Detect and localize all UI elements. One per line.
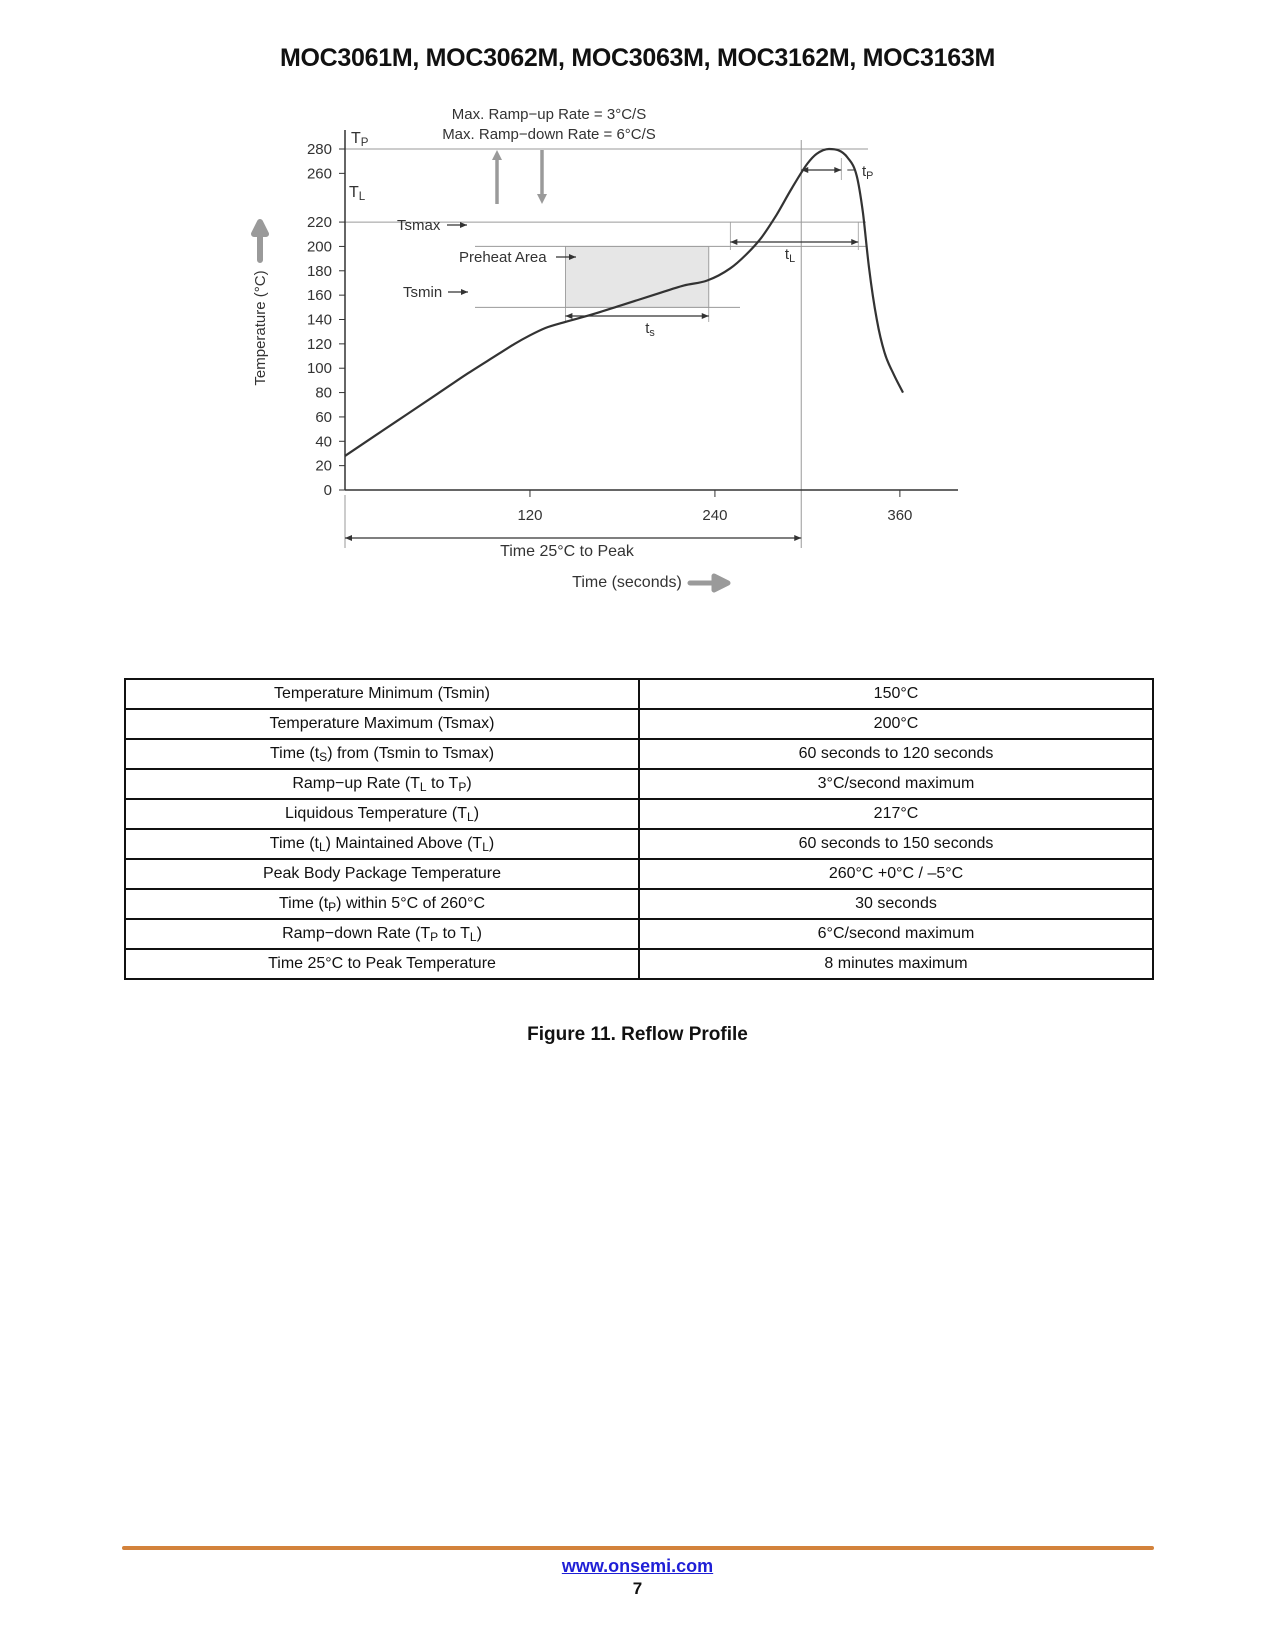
y-tick-label: 220 bbox=[306, 214, 332, 232]
tsmax-pointer-head bbox=[460, 222, 467, 228]
parameter-text: ) Maintained Above (T bbox=[325, 834, 483, 852]
reflow-profile-chart bbox=[250, 100, 1010, 620]
parameter-cell bbox=[125, 679, 639, 709]
parameter-text: ) within 5°C of 260°C bbox=[336, 894, 486, 912]
footer-website-link[interactable]: www.onsemi.com bbox=[561, 1556, 714, 1576]
subscript: S bbox=[319, 749, 328, 764]
parameter-text: Ramp−down Rate (T bbox=[282, 924, 431, 942]
ts-arrow-head-right bbox=[702, 313, 709, 319]
y-tick-label: 120 bbox=[306, 335, 332, 353]
value-cell: 60 seconds to 120 seconds bbox=[639, 739, 1153, 769]
parameter-cell bbox=[125, 829, 639, 859]
subscript: L bbox=[469, 929, 477, 944]
x-tick-label: 360 bbox=[887, 507, 913, 524]
table-row bbox=[125, 949, 1153, 979]
ramp-up-arrow-head bbox=[492, 150, 502, 160]
value-cell: 8 minutes maximum bbox=[639, 949, 1153, 979]
parameter-text: Time (t bbox=[278, 894, 329, 912]
tp-label-main: t bbox=[862, 163, 867, 180]
y-tick-label: 280 bbox=[306, 141, 332, 158]
parameter-text: ) bbox=[473, 804, 480, 822]
parameter-text: Peak Body Package Temperature bbox=[262, 865, 502, 882]
parameter-text: Temperature Maximum (Tsmax) bbox=[269, 715, 495, 732]
parameter-text: to T bbox=[438, 924, 470, 942]
table-row bbox=[125, 889, 1153, 919]
tsmin-pointer-head bbox=[461, 289, 468, 295]
table-row bbox=[125, 829, 1153, 859]
x-tick-label: 240 bbox=[702, 507, 728, 524]
reflow-spec-table bbox=[124, 678, 1154, 980]
table-row bbox=[125, 769, 1153, 799]
x-axis-direction-arrow bbox=[690, 576, 728, 590]
ts-label bbox=[645, 320, 655, 339]
value-cell: 60 seconds to 150 seconds bbox=[639, 829, 1153, 859]
subscript: L bbox=[419, 779, 427, 794]
table-row bbox=[125, 859, 1153, 889]
y-axis-direction-arrow bbox=[254, 222, 266, 260]
value-cell: 6°C/second maximum bbox=[639, 919, 1153, 949]
parameter-text: Time 25°C to Peak Temperature bbox=[268, 955, 496, 972]
x-axis-label: Time (seconds) bbox=[572, 574, 682, 591]
tl-label-main: t bbox=[784, 246, 790, 263]
y-tick-label: 260 bbox=[306, 165, 332, 183]
parameter-cell bbox=[125, 769, 639, 799]
y-tick-label: 140 bbox=[306, 311, 332, 329]
subscript: L bbox=[482, 839, 489, 854]
parameter-cell bbox=[125, 799, 639, 829]
parameter-text: to T bbox=[426, 774, 459, 792]
ts-arrow-head-left bbox=[565, 313, 572, 319]
value-cell: 217°C bbox=[639, 799, 1153, 829]
parameter-text: Time (t bbox=[269, 744, 320, 762]
table-row bbox=[125, 739, 1153, 769]
value-cell: 260°C +0°C / –5°C bbox=[639, 859, 1153, 889]
y-tick-label: 160 bbox=[306, 287, 332, 305]
parameter-text: Ramp−up Rate (T bbox=[292, 774, 420, 792]
value-cell: 30 seconds bbox=[639, 889, 1153, 919]
parameter-cell bbox=[125, 739, 639, 769]
parameter-text: Temperature Minimum (Tsmin) bbox=[273, 685, 491, 702]
table-row bbox=[125, 919, 1153, 949]
tl-arrow-head-right bbox=[851, 239, 858, 245]
preheat-area bbox=[565, 246, 708, 307]
y-tick-label: 180 bbox=[306, 262, 332, 280]
parameter-cell bbox=[125, 889, 639, 919]
tp-arrow-head-right bbox=[834, 167, 841, 173]
x-tick-label: 120 bbox=[517, 507, 543, 524]
parameter-cell bbox=[125, 949, 639, 979]
preheat-label: Preheat Area bbox=[459, 249, 547, 266]
ramp-down-note: Max. Ramp−down Rate = 6°C/S bbox=[442, 126, 656, 143]
parameter-text: ) bbox=[476, 924, 482, 942]
y-axis-label: Temperature (°C) bbox=[252, 270, 269, 386]
tl-level-label bbox=[349, 184, 366, 203]
tp-level-label bbox=[351, 130, 369, 149]
figure-caption: Figure 11. Reflow Profile bbox=[527, 1024, 748, 1045]
subscript: P bbox=[430, 929, 439, 944]
ramp-down-arrow-head bbox=[537, 194, 547, 204]
parameter-text: Time (t bbox=[269, 834, 319, 852]
parameter-text: ) bbox=[466, 774, 472, 792]
value-cell: 200°C bbox=[639, 709, 1153, 739]
table-row bbox=[125, 679, 1153, 709]
parameter-cell bbox=[125, 859, 639, 889]
page-title: MOC3061M, MOC3062M, MOC3063M, MOC3162M, MOC3163M bbox=[280, 44, 995, 72]
tsmax-label: Tsmax bbox=[397, 217, 441, 234]
parameter-cell bbox=[125, 709, 639, 739]
subscript: L bbox=[318, 839, 326, 854]
y-tick-label: 60 bbox=[315, 408, 332, 426]
time-to-peak-arrow-head-left bbox=[345, 535, 352, 541]
tl-level-label-subscript: L bbox=[358, 191, 366, 203]
tp-label-subscript: P bbox=[866, 170, 874, 182]
page-number: 7 bbox=[632, 1579, 643, 1598]
y-tick-label: 0 bbox=[323, 482, 332, 499]
tsmin-label: Tsmin bbox=[403, 284, 443, 301]
ts-label-subscript: s bbox=[649, 327, 655, 339]
subscript: P bbox=[328, 899, 337, 914]
tp-label bbox=[862, 163, 873, 182]
tl-level-label-main: T bbox=[349, 184, 359, 201]
y-tick-label: 20 bbox=[315, 457, 332, 475]
time-to-peak-label: Time 25°C to Peak bbox=[500, 543, 634, 560]
tl-arrow-head-left bbox=[730, 239, 737, 245]
ts-label-main: t bbox=[645, 320, 650, 337]
y-tick-label: 200 bbox=[306, 238, 332, 256]
parameter-text: Liquidous Temperature (T bbox=[284, 804, 467, 822]
y-tick-label: 80 bbox=[315, 384, 332, 402]
table-row bbox=[125, 799, 1153, 829]
table-row bbox=[125, 709, 1153, 739]
time-to-peak-arrow-head-right bbox=[794, 535, 801, 541]
tp-level-label-subscript: P bbox=[360, 137, 369, 149]
footer-divider bbox=[122, 1546, 1154, 1550]
value-cell: 3°C/second maximum bbox=[639, 769, 1153, 799]
parameter-text: ) from (Tsmin to Tsmax) bbox=[327, 744, 495, 762]
value-cell: 150°C bbox=[639, 679, 1153, 709]
subscript: L bbox=[467, 809, 474, 824]
parameter-text: ) bbox=[488, 834, 495, 852]
subscript: P bbox=[458, 779, 467, 794]
tl-label bbox=[785, 246, 795, 265]
parameter-cell bbox=[125, 919, 639, 949]
tl-label-subscript: L bbox=[789, 253, 796, 265]
y-tick-label: 40 bbox=[315, 433, 332, 451]
y-tick-label: 100 bbox=[306, 360, 332, 378]
ramp-up-note: Max. Ramp−up Rate = 3°C/S bbox=[451, 106, 647, 123]
tp-level-label-main: T bbox=[351, 130, 361, 147]
